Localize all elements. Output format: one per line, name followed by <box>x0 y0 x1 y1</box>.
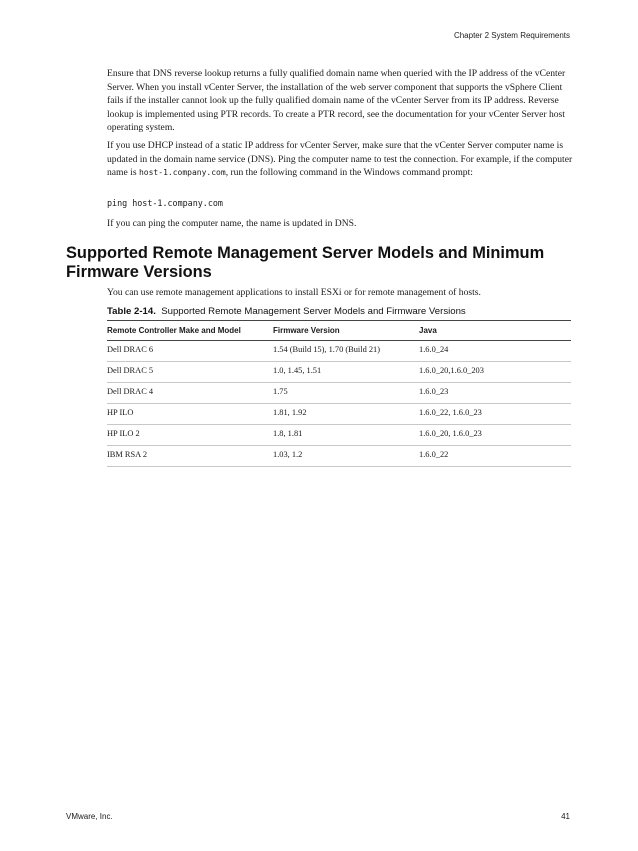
table-cell: 1.81, 1.92 <box>273 403 419 424</box>
table-row <box>107 403 571 424</box>
page-number: 41 <box>561 812 570 821</box>
inline-code: host-1.company.com <box>138 168 226 178</box>
column-header: Java <box>419 321 571 341</box>
page-header: Chapter 2 System Requirements <box>453 31 570 40</box>
table-cell: Dell DRAC 4 <box>107 382 273 403</box>
firmware-table <box>107 320 571 467</box>
column-header: Firmware Version <box>273 321 419 341</box>
column-header: Remote Controller Make and Model <box>107 321 273 341</box>
table-cell: Dell DRAC 6 <box>107 340 273 361</box>
table-cell: 1.6.0_23 <box>419 382 571 403</box>
table-cell: HP ILO <box>107 403 273 424</box>
table-row <box>107 424 571 445</box>
section-intro: You can use remote management applications to install ESXi or for remote management of hosts. <box>107 287 481 298</box>
table-cell: Dell DRAC 5 <box>107 361 273 382</box>
table-header-row <box>107 321 571 341</box>
table-cell: 1.75 <box>273 382 419 403</box>
table-caption-title: Supported Remote Management Server Models and Firmware Versions <box>161 306 466 317</box>
paragraph-text: If you can ping the computer name, the name is updated in DNS. <box>107 218 357 229</box>
table-row <box>107 361 571 382</box>
dhcp-paragraph <box>107 139 573 180</box>
paragraph-text: Ensure that DNS reverse lookup returns a fully qualified domain name when queried with the IP address of the vCenter Server. When you install vCenter Server, the installation of the web server component that supports the vSphere Client fails if the installer cannot look up the fully qualified domain name of the vCenter Server from its IP address. Reverse lookup is implemented using PTR records. To create a PTR record, see the documentation for your vCenter Server host operating system. <box>107 68 566 134</box>
table-cell: 1.6.0_22 <box>419 445 571 466</box>
paragraph-text-part: If you use DHCP instead of a static IP address for vCenter Server, make sure that the vCenter Server computer name is updated in the domain name service (DNS). Ping the computer name to test the connection. For example, if the computer name is <box>107 140 573 179</box>
table-cell: IBM RSA 2 <box>107 445 273 466</box>
table-row <box>107 382 571 403</box>
ping-result-paragraph <box>107 217 573 231</box>
table-caption-number: Table 2-14. <box>107 306 156 317</box>
table-cell: 1.6.0_22, 1.6.0_23 <box>419 403 571 424</box>
section-heading: Supported Remote Management Server Models and Minimum Firmware Versions <box>66 244 545 281</box>
paragraph-text <box>107 139 573 180</box>
footer-company: VMware, Inc. <box>66 812 113 821</box>
table-row <box>107 340 571 361</box>
table-cell: 1.0, 1.45, 1.51 <box>273 361 419 382</box>
table-cell: 1.6.0_20, 1.6.0_23 <box>419 424 571 445</box>
paragraph-text-part: , run the following command in the Windows command prompt: <box>225 167 473 179</box>
table-cell: 1.6.0_24 <box>419 340 571 361</box>
table-caption <box>107 306 466 317</box>
table-cell: HP ILO 2 <box>107 424 273 445</box>
dns-paragraph <box>107 67 573 135</box>
table-cell: 1.03, 1.2 <box>273 445 419 466</box>
command-line: ping host-1.company.com <box>107 198 223 208</box>
table-cell: 1.8, 1.81 <box>273 424 419 445</box>
table-cell: 1.6.0_20,1.6.0_203 <box>419 361 571 382</box>
table-cell: 1.54 (Build 15), 1.70 (Build 21) <box>273 340 419 361</box>
table-row <box>107 445 571 466</box>
